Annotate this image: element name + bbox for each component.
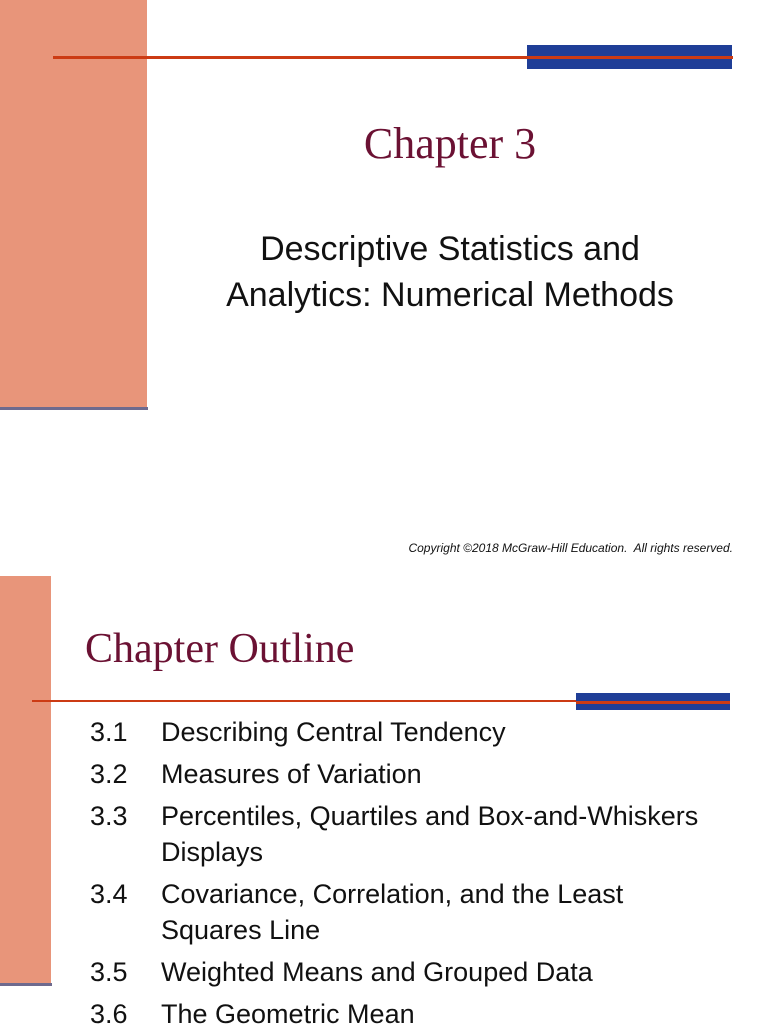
outline-item [90, 996, 730, 1024]
outline-item-number: 3.6 [90, 999, 128, 1024]
outline-item-number: 3.1 [90, 717, 128, 747]
outline-item-text: Measures of Variation [161, 759, 422, 789]
side-accent-bar [0, 0, 147, 408]
header-rule-block [527, 45, 732, 69]
side-accent-bar-edge [0, 983, 52, 986]
outline-item [90, 756, 730, 792]
subtitle-line-1: Descriptive Statistics and [260, 230, 640, 268]
copyright-notice: Copyright ©2018 McGraw-Hill Education. All rights reserved. [408, 541, 733, 555]
outline-item-number: 3.2 [90, 759, 128, 789]
outline-item-number: 3.5 [90, 957, 128, 987]
outline-item [90, 954, 730, 990]
outline-item [90, 798, 730, 870]
side-accent-bar-edge [0, 407, 148, 410]
outline-item-text: The Geometric Mean [161, 999, 415, 1024]
outline-item [90, 876, 730, 948]
outline-item-text: Percentiles, Quartiles and Box-and-Whiskers Displays [161, 801, 699, 867]
outline-title: Chapter Outline [85, 626, 355, 672]
subtitle-line-2: Analytics: Numerical Methods [226, 276, 674, 314]
outline-item [90, 714, 730, 750]
outline-item-number: 3.4 [90, 879, 128, 909]
chapter-subtitle [150, 226, 750, 318]
outline-item-number: 3.3 [90, 801, 128, 831]
chapter-title: Chapter 3 [363, 119, 537, 168]
outline-item-text: Weighted Means and Grouped Data [161, 957, 593, 987]
outline-item-text: Covariance, Correlation, and the Least Squares Line [161, 879, 624, 945]
outline-item-text: Describing Central Tendency [161, 717, 506, 747]
outline-list [90, 714, 730, 1024]
side-accent-bar [0, 576, 51, 984]
header-rule-block [576, 693, 730, 710]
outline-slide [0, 576, 768, 1024]
